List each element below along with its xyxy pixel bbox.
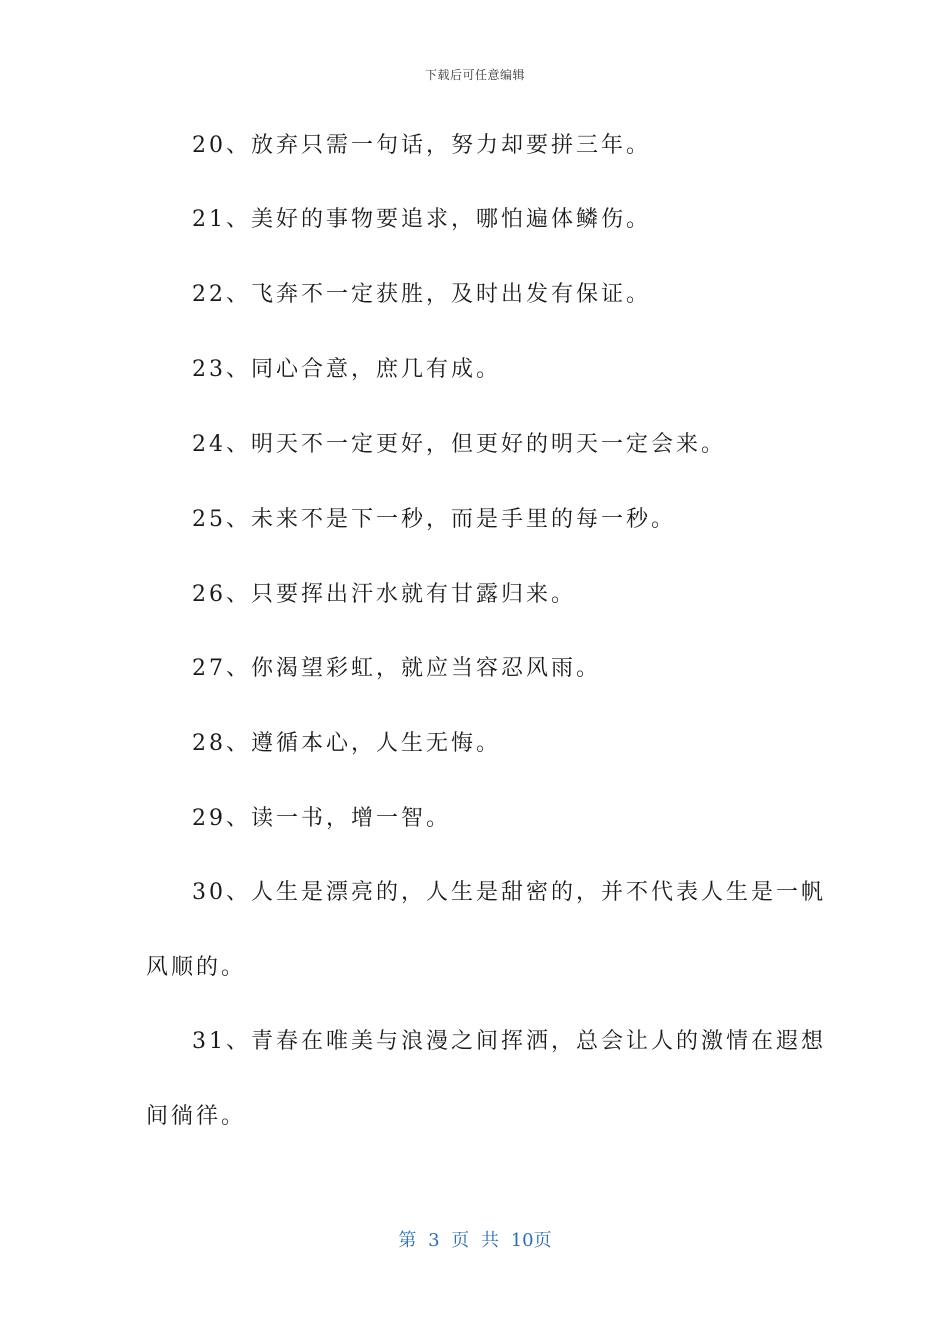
page-footer: 第 3 页 共 10页: [398, 1230, 552, 1251]
list-item-30-line2: 风顺的。: [146, 955, 247, 980]
list-item: 23、同心合意，庶几有成。: [192, 357, 501, 382]
list-item-31-line2: 间徜徉。: [146, 1104, 247, 1129]
list-item: 24、明天不一定更好，但更好的明天一定会来。: [192, 432, 726, 457]
list-item: 21、美好的事物要追求，哪怕遍体鳞伤。: [192, 207, 651, 232]
list-item: 27、你渴望彩虹，就应当容忍风雨。: [192, 656, 601, 681]
list-item: 28、遵循本心，人生无悔。: [192, 731, 501, 756]
list-item-31-line1: 31、青春在唯美与浪漫之间挥洒，总会让人的激情在遐想: [192, 1029, 826, 1054]
page-header: 下载后可任意编辑: [424, 68, 525, 82]
list-item: 26、只要挥出汗水就有甘露归来。: [192, 582, 576, 607]
list-item-30-line1: 30、人生是漂亮的，人生是甜密的，并不代表人生是一帆: [192, 880, 826, 905]
list-item: 25、未来不是下一秒，而是手里的每一秒。: [192, 507, 676, 532]
list-item: 29、读一书，增一智。: [192, 806, 451, 831]
list-item: 20、放弃只需一句话，努力却要拼三年。: [192, 133, 651, 158]
list-item: 22、飞奔不一定获胜，及时出发有保证。: [192, 282, 651, 307]
